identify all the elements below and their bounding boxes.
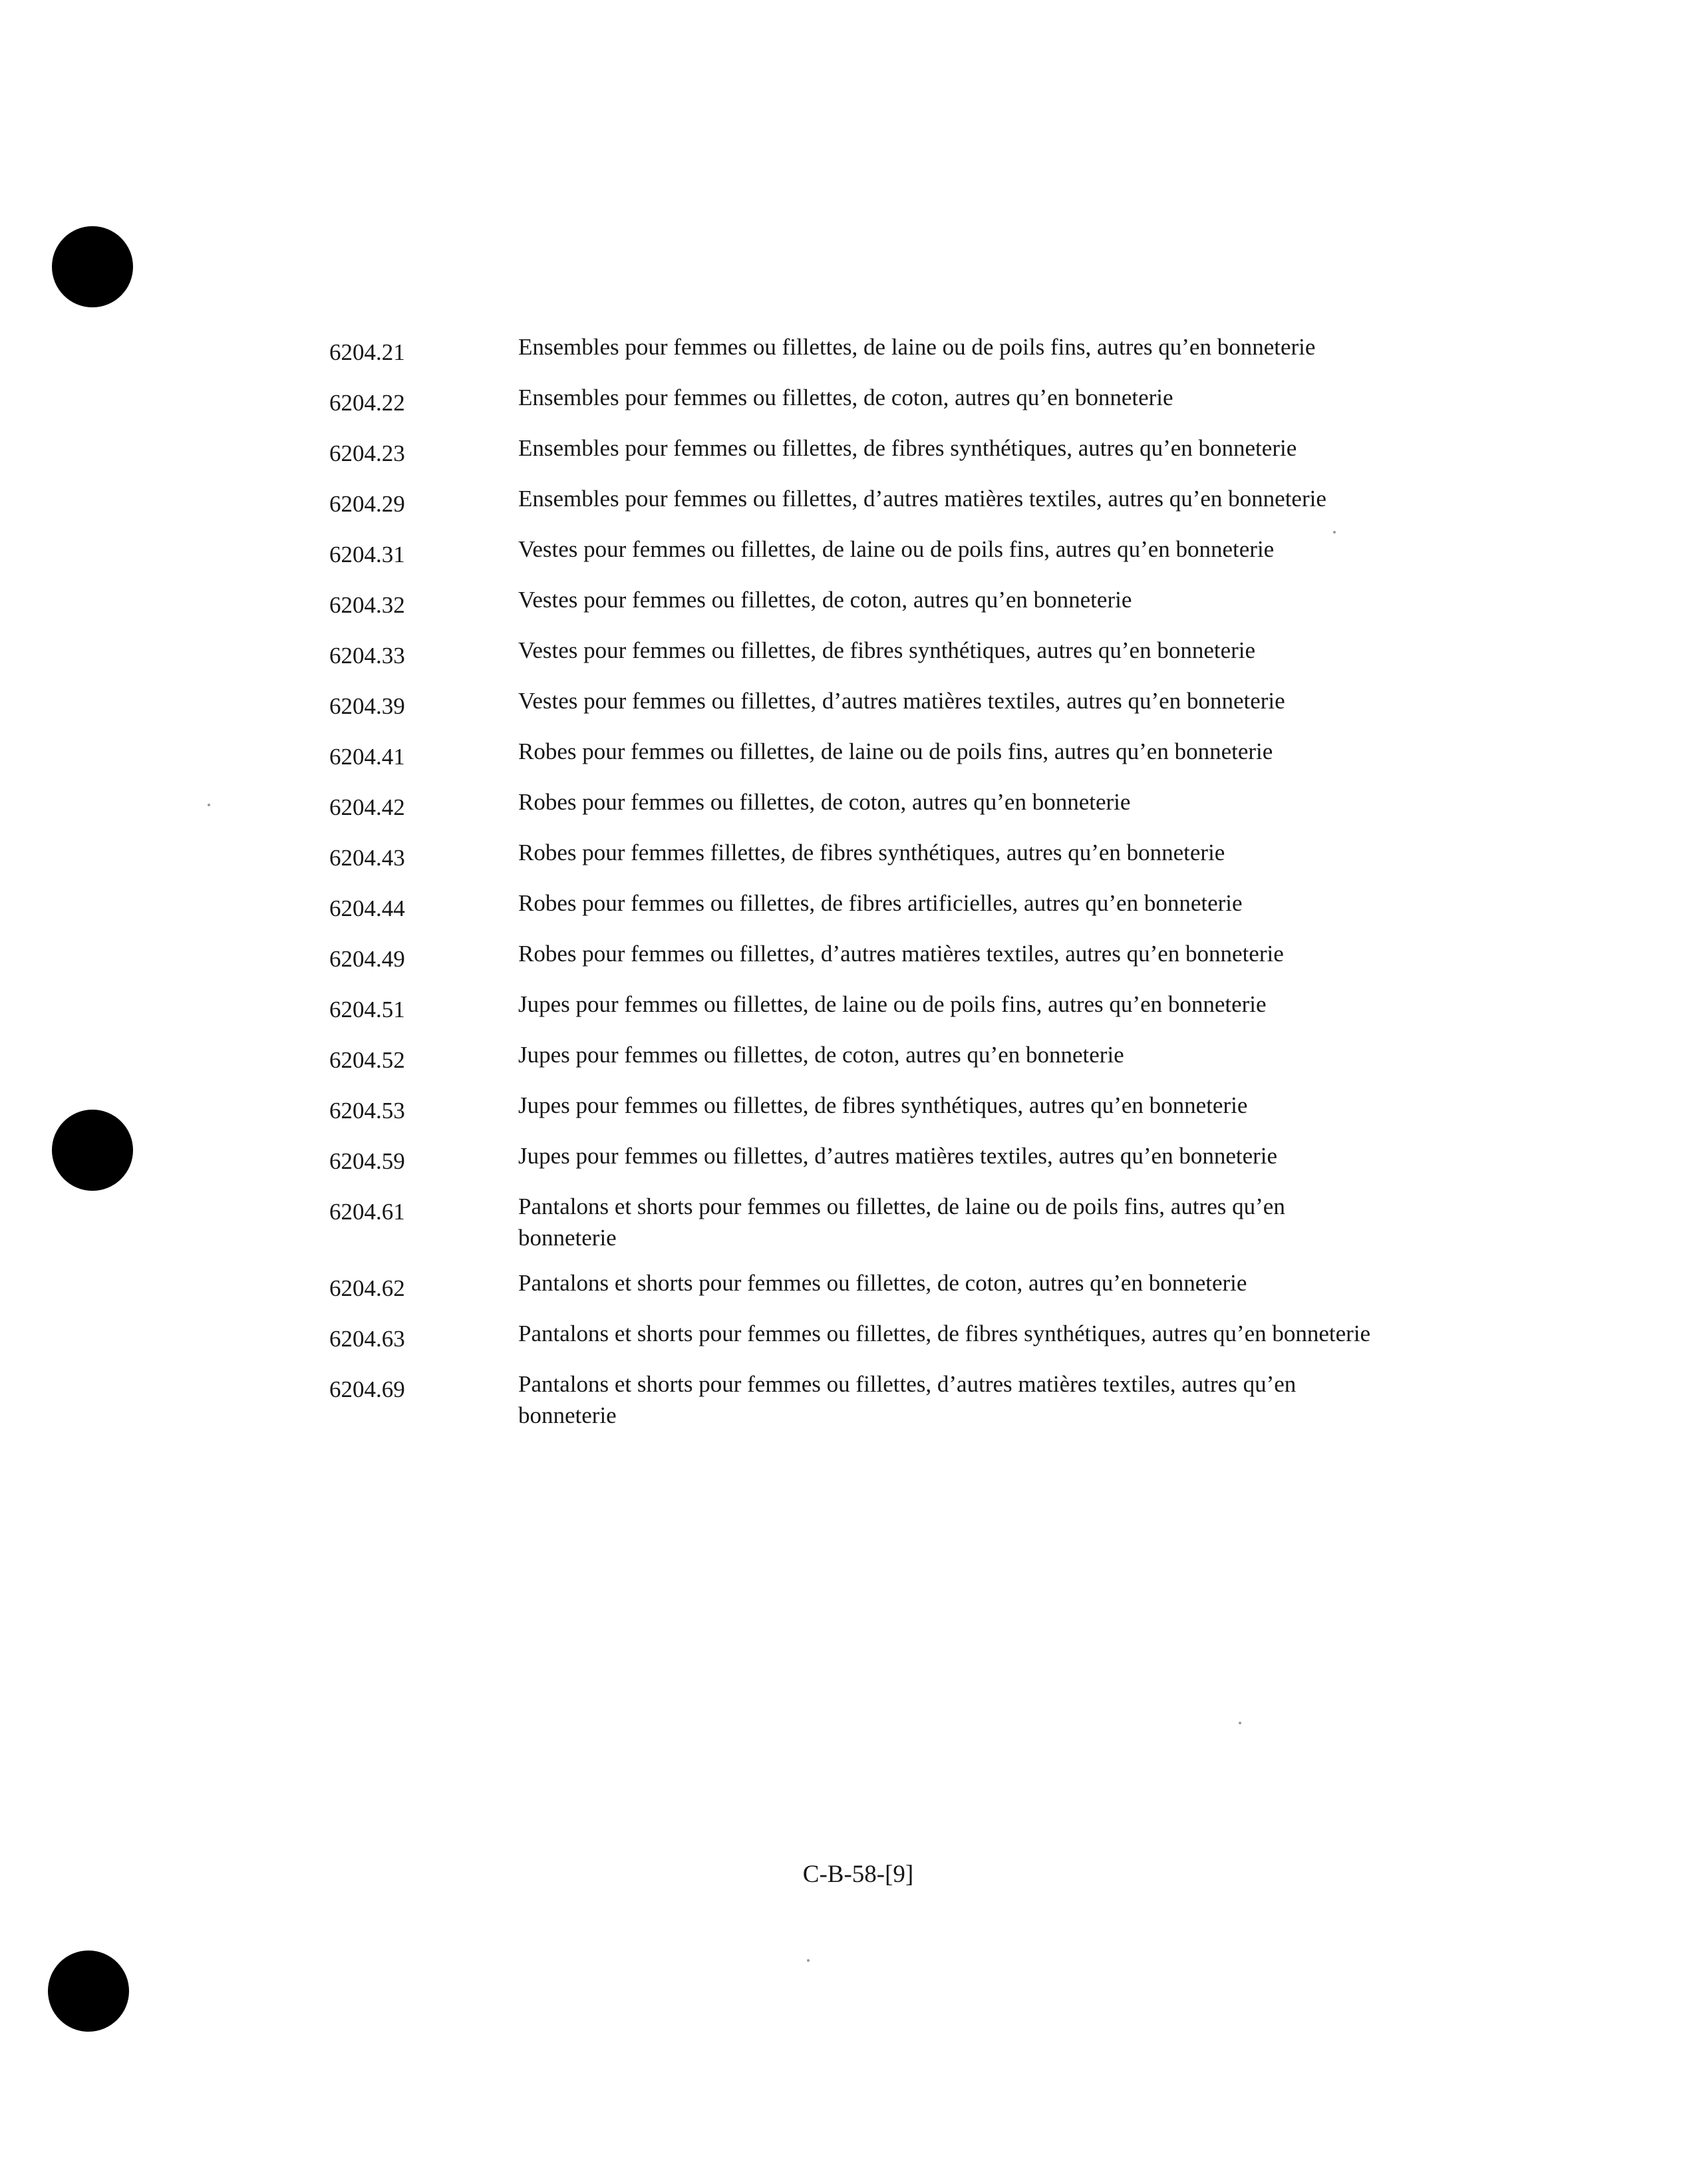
entry-description: Robes pour femmes ou fillettes, de coton, autres qu’en bonneterie bbox=[518, 789, 1131, 815]
entry-description: Vestes pour femmes ou fillettes, de coton, autres qu’en bonneterie bbox=[518, 587, 1132, 613]
tariff-entry bbox=[329, 837, 1394, 873]
scan-speck bbox=[208, 804, 210, 806]
entry-code: 6204.41 bbox=[329, 744, 405, 770]
tariff-entry bbox=[329, 432, 1394, 469]
tariff-entry bbox=[329, 635, 1394, 671]
entry-code: 6204.53 bbox=[329, 1098, 405, 1124]
scan-speck bbox=[807, 1959, 810, 1962]
entry-description: Vestes pour femmes ou fillettes, d’autres matières textiles, autres qu’en bonneterie bbox=[518, 688, 1285, 714]
page-reference: C-B-58-[9] bbox=[802, 1861, 914, 1888]
tariff-entry-list bbox=[329, 331, 1394, 1445]
entry-description: Robes pour femmes ou fillettes, de laine ou de poils fins, autres qu’en bonneterie bbox=[518, 738, 1273, 764]
tariff-entry bbox=[329, 786, 1394, 823]
tariff-entry bbox=[329, 382, 1394, 418]
entry-description: Pantalons et shorts pour femmes ou fillettes, de laine ou de poils fins, autres qu’en bonneterie bbox=[518, 1193, 1285, 1251]
tariff-entry bbox=[329, 1039, 1394, 1076]
tariff-entry bbox=[329, 989, 1394, 1025]
entry-code: 6204.59 bbox=[329, 1148, 405, 1174]
entry-code: 6204.33 bbox=[329, 643, 405, 669]
entry-description: Jupes pour femmes ou fillettes, de coton, autres qu’en bonneterie bbox=[518, 1042, 1124, 1068]
entry-description: Ensembles pour femmes ou fillettes, de fibres synthétiques, autres qu’en bonneterie bbox=[518, 435, 1297, 461]
entry-description: Pantalons et shorts pour femmes ou fillettes, d’autres matières textiles, autres qu’en bonneterie bbox=[518, 1371, 1297, 1428]
entry-description: Jupes pour femmes ou fillettes, d’autres matières textiles, autres qu’en bonneterie bbox=[518, 1143, 1278, 1169]
tariff-entry bbox=[329, 1318, 1394, 1354]
entry-description: Pantalons et shorts pour femmes ou fillettes, de fibres synthétiques, autres qu’en bonneterie bbox=[518, 1321, 1371, 1346]
entry-code: 6204.22 bbox=[329, 390, 405, 416]
entry-code: 6204.42 bbox=[329, 794, 405, 820]
entry-description: Jupes pour femmes ou fillettes, de fibres synthétiques, autres qu’en bonneterie bbox=[518, 1092, 1248, 1118]
entry-code: 6204.49 bbox=[329, 946, 405, 972]
punch-hole-bottom bbox=[48, 1950, 129, 2032]
entry-code: 6204.23 bbox=[329, 440, 405, 466]
entry-code: 6204.31 bbox=[329, 542, 405, 567]
punch-hole-middle bbox=[52, 1110, 133, 1191]
entry-description: Robes pour femmes ou fillettes, de fibres artificielles, autres qu’en bonneterie bbox=[518, 890, 1243, 916]
entry-code: 6204.39 bbox=[329, 693, 405, 719]
tariff-entry bbox=[329, 1267, 1394, 1304]
entry-description: Ensembles pour femmes ou fillettes, de laine ou de poils fins, autres qu’en bonneterie bbox=[518, 334, 1316, 360]
tariff-entry bbox=[329, 1140, 1394, 1177]
tariff-entry bbox=[329, 584, 1394, 621]
entry-description: Robes pour femmes ou fillettes, d’autres matières textiles, autres qu’en bonneterie bbox=[518, 941, 1284, 967]
tariff-entry bbox=[329, 331, 1394, 368]
entry-description: Pantalons et shorts pour femmes ou fillettes, de coton, autres qu’en bonneterie bbox=[518, 1270, 1247, 1296]
tariff-entry bbox=[329, 483, 1394, 520]
tariff-entry bbox=[329, 736, 1394, 772]
entry-description: Ensembles pour femmes ou fillettes, d’autres matières textiles, autres qu’en bonneterie bbox=[518, 486, 1326, 512]
entry-code: 6204.44 bbox=[329, 895, 405, 921]
tariff-entry bbox=[329, 1368, 1394, 1431]
entry-code: 6204.63 bbox=[329, 1326, 405, 1352]
entry-description: Vestes pour femmes ou fillettes, de fibres synthétiques, autres qu’en bonneterie bbox=[518, 637, 1256, 663]
entry-description: Vestes pour femmes ou fillettes, de laine ou de poils fins, autres qu’en bonneterie bbox=[518, 536, 1275, 562]
scan-speck bbox=[1239, 1722, 1241, 1724]
entry-code: 6204.43 bbox=[329, 845, 405, 871]
entry-code: 6204.61 bbox=[329, 1199, 405, 1225]
entry-code: 6204.69 bbox=[329, 1376, 405, 1402]
tariff-entry bbox=[329, 887, 1394, 924]
entry-code: 6204.29 bbox=[329, 491, 405, 517]
entry-description: Jupes pour femmes ou fillettes, de laine ou de poils fins, autres qu’en bonneterie bbox=[518, 991, 1267, 1017]
entry-code: 6204.62 bbox=[329, 1275, 405, 1301]
entry-code: 6204.51 bbox=[329, 997, 405, 1022]
tariff-entry bbox=[329, 685, 1394, 722]
entry-description: Ensembles pour femmes ou fillettes, de coton, autres qu’en bonneterie bbox=[518, 385, 1173, 410]
entry-code: 6204.21 bbox=[329, 339, 405, 365]
tariff-entry bbox=[329, 1191, 1394, 1253]
entry-code: 6204.52 bbox=[329, 1047, 405, 1073]
tariff-entry bbox=[329, 938, 1394, 975]
punch-hole-top bbox=[52, 226, 133, 307]
tariff-entry bbox=[329, 534, 1394, 570]
entry-code: 6204.32 bbox=[329, 592, 405, 618]
tariff-entry bbox=[329, 1090, 1394, 1126]
entry-description: Robes pour femmes fillettes, de fibres synthétiques, autres qu’en bonneterie bbox=[518, 840, 1225, 865]
